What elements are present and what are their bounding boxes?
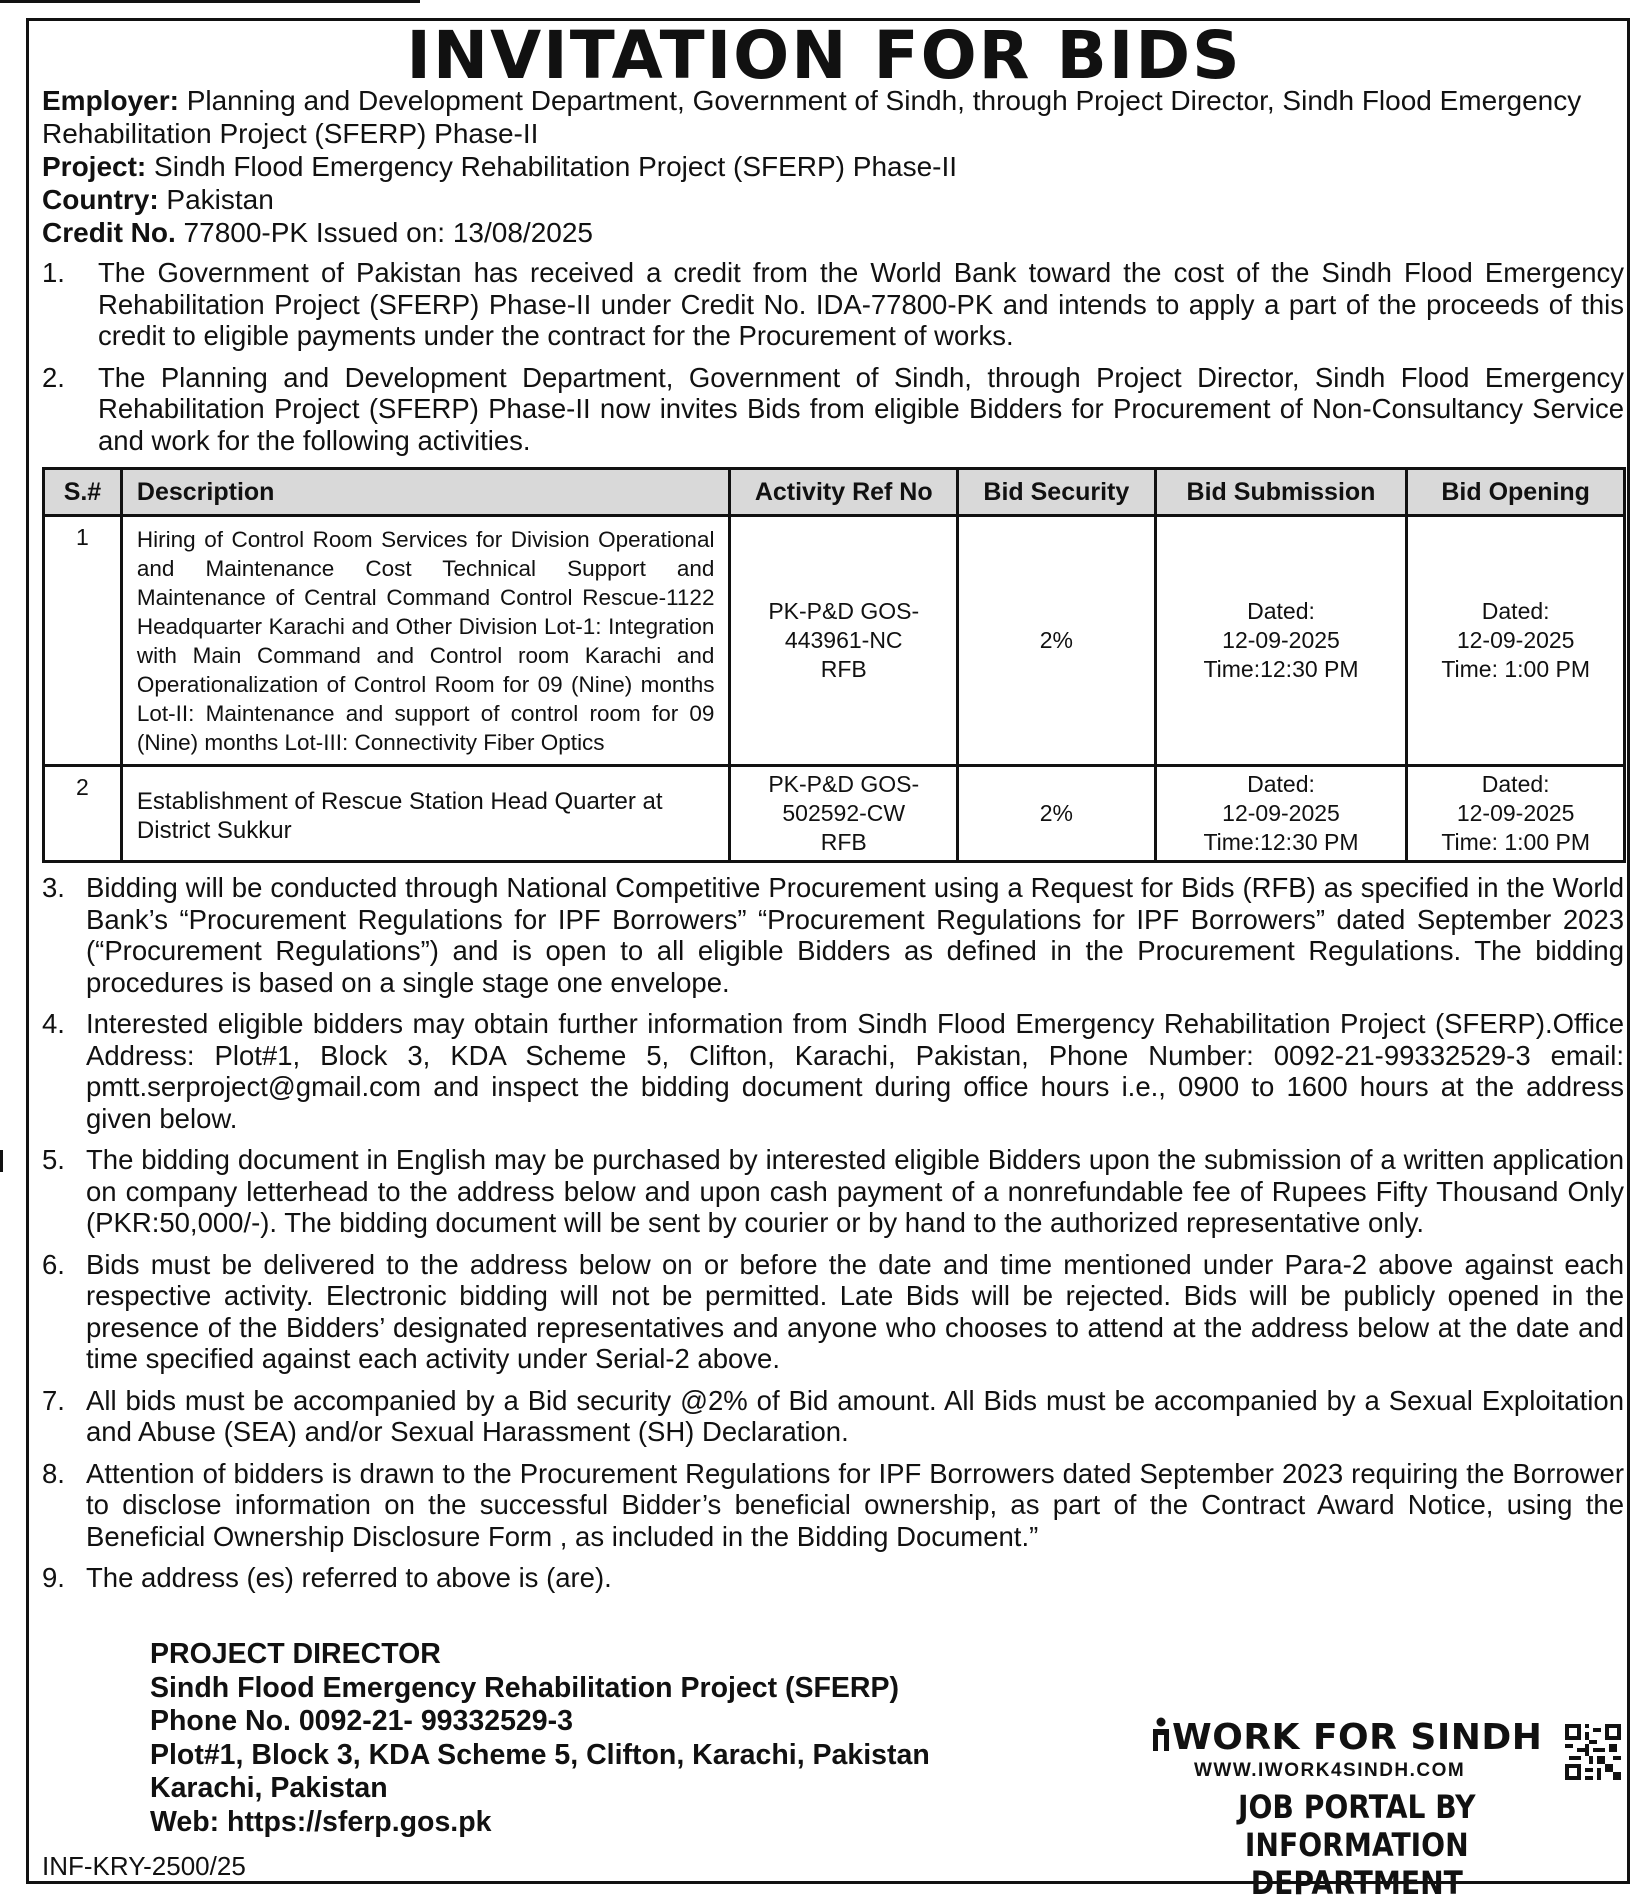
paragraph-4: 4. Interested eligible bidders may obtain further information from Sindh Flood Emergency Rehabilitation Project (SFERP).Office Address: Plot#1, Block 3, KDA Scheme 5, Clifton, Karachi, Pakistan, Phone Number: 0092-21-99332529-3 email: pmtt.serproject@gmail.com and inspect the bidding document during office hours i.e., 0900 to 1600 hours at the address given below.: [42, 1008, 1624, 1134]
top-rule: [0, 0, 420, 3]
col-header-opening: Bid Opening: [1407, 469, 1625, 516]
col-header-description: Description: [121, 469, 730, 516]
paragraph-3: 3. Bidding will be conducted through National Competitive Procurement using a Request for Bids (RFB) as specified in the World Bank’s “Procurement Regulations for IPF Borrowers” “Procurement Regulations for IPF Borrowers” dated September 2023 (“Procurement Regulations”) and is open to all eligible Bidders as defined in the Procurement Regulations. The bidding procedures is based on a single stage one envelope.: [42, 872, 1624, 998]
paragraph-5: 5. The bidding document in English may be purchased by interested eligible Bidders upon the submission of a written application on company letterhead to the address below and upon cash payment of a nonrefundable fee of Rupees Fifty Thousand Only (PKR:50,000/-). The bidding document will be sent by courier or by hand to the authorized representative only.: [42, 1144, 1624, 1238]
table-row: [44, 516, 1625, 766]
terms-paragraphs: [42, 872, 1624, 1604]
bids-table: [42, 467, 1626, 863]
project-line: Project: Sindh Flood Emergency Rehabilitation Project (SFERP) Phase-II: [42, 151, 958, 182]
cell-sn: 1: [44, 516, 122, 766]
credit-line: Credit No. 77800-PK Issued on: 13/08/2025: [42, 217, 593, 248]
logo-wordmark: WORK FOR SINDH: [1150, 1717, 1620, 1758]
col-header-ref: Activity Ref No: [730, 469, 958, 516]
margin-tick: [0, 1150, 3, 1172]
paragraph-2: 2. The Planning and Development Department, Government of Sindh, through Project Director, Sindh Flood Emergency Rehabilitation Project (SFERP) Phase-II now invites Bids from eligible Bidders for Procurement of Non-Consultancy Service and work for the following activities.: [42, 361, 1624, 456]
reference-code: INF-KRY-2500/25: [42, 1851, 246, 1881]
intro-paragraphs: [42, 257, 1624, 466]
cell-ref: PK-P&D GOS- 502592-CW RFB: [730, 766, 958, 862]
paragraph-9: 9. The address (es) referred to above is (are).: [42, 1562, 612, 1593]
sig-web[interactable]: Web: https://sferp.gos.pk: [150, 1805, 492, 1838]
paragraph-1: 1. The Government of Pakistan has received a credit from the World Bank toward the cost of the Sindh Flood Emergency Rehabilitation Project (SFERP) Phase-II under Credit No. IDA-77800-PK and intends to apply a part of the proceeds of this credit to eligible payments under the contract for the Procurement of works.: [42, 257, 1624, 351]
person-icon: [1150, 1717, 1172, 1753]
col-header-security: Bid Security: [958, 469, 1156, 516]
sig-project: Sindh Flood Emergency Rehabilitation Project (SFERP): [150, 1671, 900, 1704]
paragraph-6: 6. Bids must be delivered to the address below on or before the date and time mentioned under Para-2 above against each respective activity. Electronic bidding will not be permitted. Late Bids will be rejected. Bids will be publicly opened in the presence of the Bidders’ designated representatives and anyone who chooses to attend at the address below at the date and time specified against each activity under Serial-2 above.: [42, 1248, 1624, 1374]
cell-security: 2%: [958, 516, 1156, 766]
sig-city: Karachi, Pakistan: [150, 1772, 388, 1804]
table-header-row: [44, 469, 1625, 516]
portal-label: JOB PORTAL BY INFORMATION DEPARTMENT: [1238, 1788, 1476, 1902]
logo-url[interactable]: WWW.IWORK4SINDH.COM: [1194, 1760, 1466, 1781]
page-title: INVITATION FOR BIDS: [406, 17, 1242, 94]
cell-ref: PK-P&D GOS- 443961-NC RFB: [730, 516, 958, 766]
country-line: Country: Pakistan: [42, 184, 274, 215]
iwork4sindh-logo: [1150, 1717, 1620, 1902]
cell-submission: Dated: 12-09-2025 Time:12:30 PM: [1155, 766, 1407, 862]
paragraph-7: 7. All bids must be accompanied by a Bid security @2% of Bid amount. All Bids must be accompanied by a Sexual Exploitation and Abuse (SEA) and/or Sexual Harassment (SH) Declaration.: [42, 1384, 1624, 1447]
cell-opening: Dated: 12-09-2025 Time: 1:00 PM: [1407, 766, 1625, 862]
table-row: [44, 766, 1625, 862]
col-header-submission: Bid Submission: [1155, 469, 1407, 516]
col-header-sn: S.#: [44, 469, 122, 516]
cell-description: Establishment of Rescue Station Head Quarter at District Sukkur: [121, 766, 730, 862]
qr-code-icon: [1565, 1724, 1621, 1780]
employer-line: Employer: Planning and Development Department, Government of Sindh, through Project Director, Sindh Flood Emergency Rehabilitation Project (SFERP) Phase-II: [42, 85, 1582, 149]
cell-security: 2%: [958, 766, 1156, 862]
cell-sn: 2: [44, 766, 122, 862]
header-block: [42, 84, 1622, 249]
sig-title: PROJECT DIRECTOR: [150, 1638, 441, 1670]
address-block: [150, 1638, 930, 1839]
paragraph-8: 8. Attention of bidders is drawn to the Procurement Regulations for IPF Borrowers dated September 2023 requiring the Borrower to disclose information on the successful Bidder’s beneficial ownership, as part of the Contract Award Notice, using the Beneficial Ownership Disclosure Form , as included in the Bidding Document.”: [42, 1457, 1624, 1552]
cell-opening: Dated: 12-09-2025 Time: 1:00 PM: [1407, 516, 1625, 766]
cell-description: Hiring of Control Room Services for Division Operational and Maintenance Cost Technical Support and Maintenance of Central Command Control Rescue-1122 Headquarter Karachi and Other Division Lot-1: Integration with Main Command and Control room Karachi and Operationalization of Control Room for 09 (Nine) months Lot-II: Maintenance and support of control room for 09 (Nine) months Lot-III: Connectivity Fiber Optics: [121, 516, 730, 766]
sig-phone: Phone No. 0092-21- 99332529-3: [150, 1705, 573, 1737]
cell-submission: Dated: 12-09-2025 Time:12:30 PM: [1155, 516, 1407, 766]
sig-address: Plot#1, Block 3, KDA Scheme 5, Clifton, Karachi, Pakistan: [150, 1738, 930, 1771]
